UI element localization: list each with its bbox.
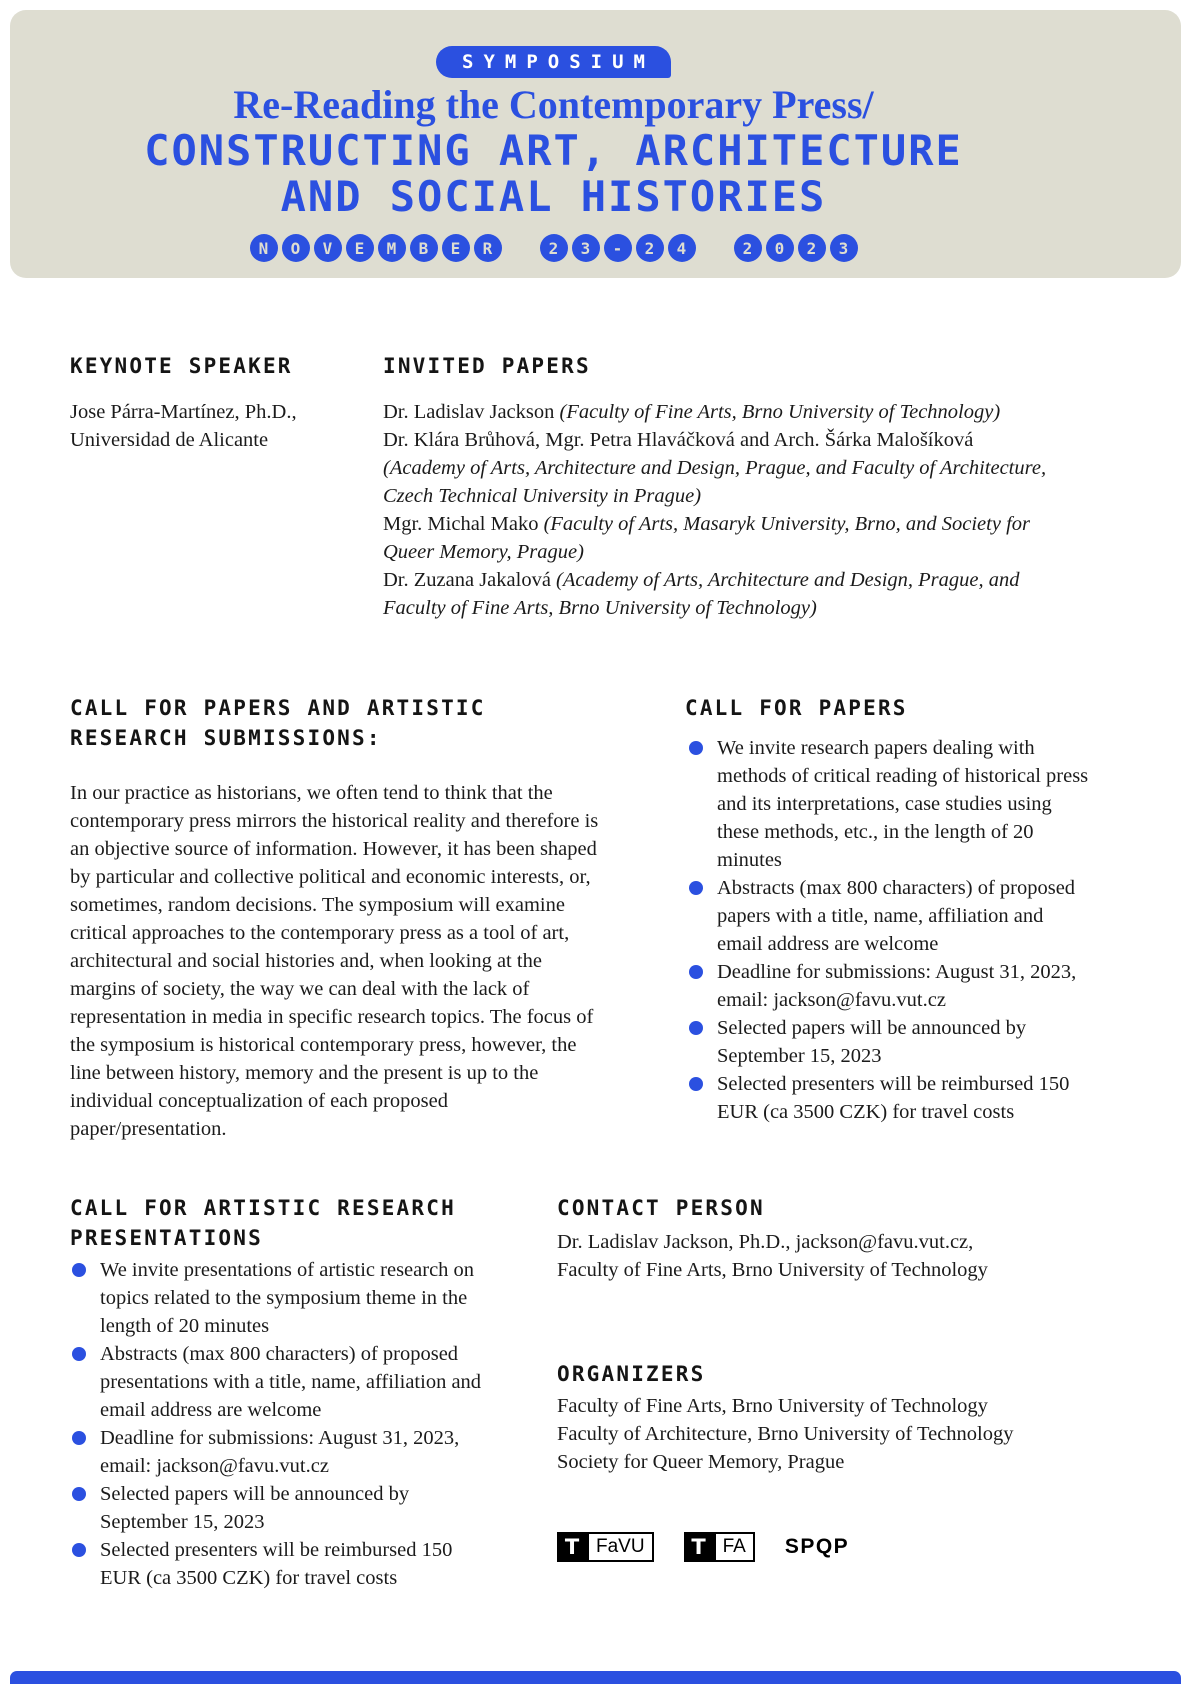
call-for-artistic-list <box>72 1256 492 1592</box>
text-line: Faculty of Architecture, Brno University of Technology <box>557 1423 1014 1445</box>
bullet-item <box>689 874 1093 958</box>
bullet-icon <box>72 1263 86 1277</box>
invited-name: Mgr. Michal Mako <box>383 513 544 535</box>
bullet-item <box>689 1014 1093 1070</box>
bullet-text: Selected presenters will be reimbursed 150 EUR (ca 3500 CZK) for travel costs <box>100 1539 453 1589</box>
call-for-papers-list <box>689 734 1093 1126</box>
fa-logo-label: FA <box>714 1532 755 1562</box>
date-character: 4 <box>668 234 696 262</box>
title-line2: CONSTRUCTING ART, ARCHITECTURE <box>144 126 963 175</box>
bullet-item <box>72 1340 492 1424</box>
organizers-list <box>557 1392 1037 1476</box>
title-line3: AND SOCIAL HISTORIES <box>280 172 827 221</box>
date-group <box>734 234 858 262</box>
invited-papers-list <box>383 398 1048 622</box>
date-character: - <box>604 234 632 262</box>
date-character: V <box>314 234 342 262</box>
bullet-text: Selected papers will be announced by September 15, 2023 <box>717 1017 1027 1067</box>
text-line: Society for Queer Memory, Prague <box>557 1451 845 1473</box>
invited-affiliation: (Faculty of Fine Arts, Brno University of Technology) <box>559 401 1001 423</box>
bullet-text: Abstracts (max 800 characters) of proposed papers with a title, name, affiliation and email address are welcome <box>717 877 1076 955</box>
invited-papers-heading: INVITED PAPERS <box>383 354 591 378</box>
footer-accent-bar <box>10 1671 1181 1684</box>
contact-heading: CONTACT PERSON <box>557 1196 765 1220</box>
call-for-papers-heading: CALL FOR PAPERS <box>685 696 908 720</box>
bullet-icon <box>72 1431 86 1445</box>
date-character: 2 <box>636 234 664 262</box>
keynote-speaker <box>70 398 370 454</box>
date-character: R <box>474 234 502 262</box>
bullet-icon <box>689 1077 703 1091</box>
bullet-item <box>689 958 1093 1014</box>
date-character: E <box>346 234 374 262</box>
favu-logo-label: FaVU <box>587 1532 654 1562</box>
bullet-icon <box>72 1487 86 1501</box>
bullet-icon <box>72 1543 86 1557</box>
header-banner <box>10 10 1181 278</box>
bullet-item <box>72 1536 492 1592</box>
invited-name: Dr. Zuzana Jakalová <box>383 569 557 591</box>
header-content <box>10 10 1181 278</box>
date-character: N <box>250 234 278 262</box>
invited-affiliation: (Faculty of Arts, Masaryk University, Brno, and Society for Queer Memory, Prague) <box>383 513 1030 563</box>
logos-row <box>557 1532 849 1562</box>
invited-name: Dr. Klára Brůhová, Mgr. Petra Hlaváčková and Arch. Šárka Malošíková <box>383 429 974 451</box>
bullet-text: Deadline for submissions: August 31, 2023, email: jackson@favu.vut.cz <box>717 961 1077 1011</box>
invited-affiliation: (Academy of Arts, Architecture and Design, Prague, and Faculty of Fine Arts, Brno University of Technology) <box>383 569 1020 619</box>
bullet-text: Abstracts (max 800 characters) of proposed presentations with a title, name, affiliation and email address are welcome <box>100 1343 482 1421</box>
date-character: 0 <box>766 234 794 262</box>
date-character: 2 <box>540 234 568 262</box>
text-line: Faculty of Fine Arts, Brno University of Technology <box>557 1395 988 1417</box>
symposium-badge: SYMPOSIUM <box>436 46 671 78</box>
spqp-logo: SPQP <box>784 1535 850 1558</box>
contact-details <box>557 1228 1037 1284</box>
date-character: O <box>282 234 310 262</box>
date-character: M <box>378 234 406 262</box>
date-character: B <box>410 234 438 262</box>
bullet-item <box>72 1424 492 1480</box>
symposium-description: In our practice as historians, we often tend to think that the contemporary press mirrors the historical reality and therefore is an objective source of information. However, it has been shaped by particular and collective political and economic interests, or, sometimes, random decisions. The symposium will examine critical approaches to the contemporary press as a tool of art, architectural and social histories and, when looking at the margins of society, the way we can deal with the lack of representation in media in specific research topics. The focus of the symposium is historical contemporary press, however, the line between history, memory and the present is up to the individual conceptualization of each proposed paper/presentation. <box>70 781 599 1140</box>
invited-entry <box>383 566 1048 622</box>
invited-entry <box>383 426 1048 510</box>
invited-affiliation: (Academy of Arts, Architecture and Design, Prague, and Faculty of Architecture, Czech Technical University in Prague) <box>383 457 1047 507</box>
text-line: Universidad de Alicante <box>70 429 269 451</box>
invited-name: Dr. Ladislav Jackson <box>383 401 560 423</box>
bullet-icon <box>689 741 703 755</box>
text-line: Jose Párra-Martínez, Ph.D., <box>70 401 297 423</box>
fa-logo <box>684 1532 755 1562</box>
bullet-item <box>689 734 1093 874</box>
bullet-icon <box>689 1021 703 1035</box>
bullet-icon <box>72 1347 86 1361</box>
but-t-logo-icon: T <box>557 1532 587 1562</box>
date-badge <box>250 234 858 262</box>
bullet-item <box>72 1256 492 1340</box>
invited-entry <box>383 510 1048 566</box>
bullet-icon <box>689 965 703 979</box>
date-character: 2 <box>798 234 826 262</box>
invited-entry <box>383 398 1048 426</box>
call-for-artistic-heading: CALL FOR ARTISTIC RESEARCH PRESENTATIONS <box>70 1196 456 1250</box>
bullet-text: Deadline for submissions: August 31, 2023, email: jackson@favu.vut.cz <box>100 1427 460 1477</box>
date-character: 2 <box>734 234 762 262</box>
call-submissions-heading: CALL FOR PAPERS AND ARTISTIC RESEARCH SUBMISSIONS: <box>70 696 486 750</box>
bullet-text: Selected papers will be announced by September 15, 2023 <box>100 1483 410 1533</box>
text-line: Faculty of Fine Arts, Brno University of Technology <box>557 1259 988 1281</box>
date-group <box>250 234 502 262</box>
bullet-text: Selected presenters will be reimbursed 150 EUR (ca 3500 CZK) for travel costs <box>717 1073 1070 1123</box>
date-character: E <box>442 234 470 262</box>
bullet-text: We invite research papers dealing with methods of critical reading of historical press and its interpretations, case studies using these methods, etc., in the length of 20 minutes <box>717 737 1089 871</box>
date-character: 3 <box>830 234 858 262</box>
bullet-item <box>72 1480 492 1536</box>
text-line: Dr. Ladislav Jackson, Ph.D., jackson@favu.vut.cz, <box>557 1231 974 1253</box>
bullet-icon <box>689 881 703 895</box>
bullet-text: We invite presentations of artistic research on topics related to the symposium theme in the length of 20 minutes <box>100 1259 475 1337</box>
but-t-logo-icon: T <box>684 1532 714 1562</box>
bullet-item <box>689 1070 1093 1126</box>
keynote-heading: KEYNOTE SPEAKER <box>70 354 293 378</box>
favu-logo <box>557 1532 654 1562</box>
title-line1: Re-Reading the Contemporary Press/ <box>233 82 874 127</box>
organizers-heading: ORGANIZERS <box>557 1362 706 1386</box>
date-group <box>540 234 696 262</box>
date-character: 3 <box>572 234 600 262</box>
